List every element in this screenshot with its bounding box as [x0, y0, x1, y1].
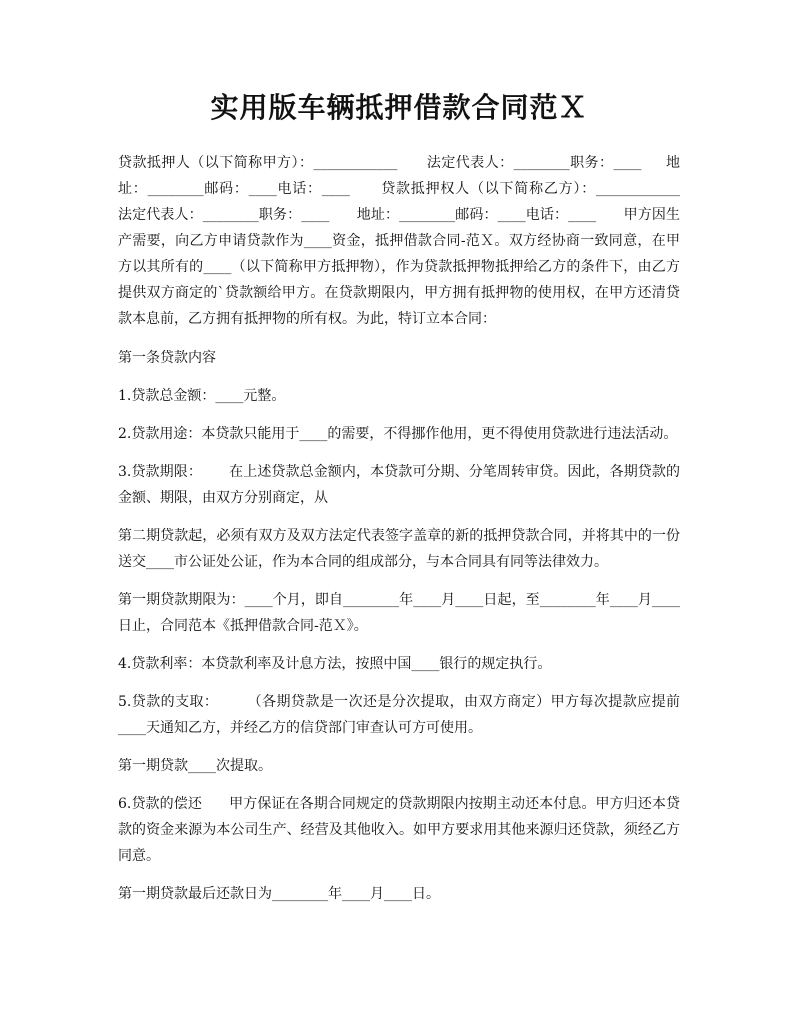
paragraph-first-period-withdrawal: 第一期贷款____次提取。 — [118, 758, 272, 774]
document-page — [118, 86, 707, 919]
paragraph-first-period-term: 第一期贷款期限为：____个月，即自________年____月____日起，至________年____月____日止，合同范本《抵押借款合同-范Ｘ》。 — [118, 592, 680, 634]
paragraph-loan-purpose: 2.贷款用途：本贷款只能用于____的需要，不得挪作他用，更不得使用贷款进行违法活动。 — [118, 426, 678, 442]
paragraph-final-repayment-date: 第一期贷款最后还款日为________年____月____日。 — [118, 886, 440, 902]
paragraph-preamble: 贷款抵押人（以下简称甲方）：____________ 法定代表人：________职务：____ 地址：________邮码：____电话：____ 贷款抵押权人（以下简称乙方）：____________ 法定代表人：________职务：____ 地址：________邮码：____电话：____ 甲方因生产需要，向乙方申请贷款作为____资金，抵押借款合同-范Ｘ。双方经协商一致同意，在甲方以其所有的____（以下简称甲方抵押物），作为贷款抵押物抵押给乙方的条件下，由乙方提供双方商定的`贷款额给甲方。在贷款期限内，甲方拥有抵押物的使用权，在甲方还清贷款本息前，乙方拥有抵押物的所有权。为此，特订立本合同： — [118, 155, 707, 327]
paragraph-second-period: 第二期贷款起，必须有双方及双方法定代表签字盖章的新的抵押贷款合同，并将其中的一份送交____市公证处公证，作为本合同的组成部分，与本合同具有同等法律效力。 — [118, 528, 680, 570]
paragraph-loan-amount: 1.贷款总金额：____元整。 — [118, 388, 286, 404]
paragraph-withdrawal: 5.贷款的支取： （各期贷款是一次还是分次提取，由双方商定）甲方每次提款应提前____天通知乙方，并经乙方的信贷部门审查认可方可使用。 — [118, 694, 680, 736]
paragraph-loan-term: 3.贷款期限： 在上述贷款总金额内，本贷款可分期、分笔周转审贷。因此，各期贷款的金额、期限，由双方分别商定，从 — [118, 464, 680, 506]
document-title: 实用版车辆抵押借款合同范Ｘ — [210, 91, 588, 124]
paragraph-article-1-heading: 第一条贷款内容 — [118, 350, 216, 366]
paragraph-interest-rate: 4.贷款利率：本贷款利率及计息方法，按照中国____银行的规定执行。 — [118, 656, 552, 672]
paragraph-repayment: 6.贷款的偿还 甲方保证在各期合同规定的贷款期限内按期主动还本付息。甲方归还本贷款的资金来源为本公司生产、经营及其他收入。如甲方要求用其他来源归还贷款，须经乙方同意。 — [118, 796, 680, 864]
